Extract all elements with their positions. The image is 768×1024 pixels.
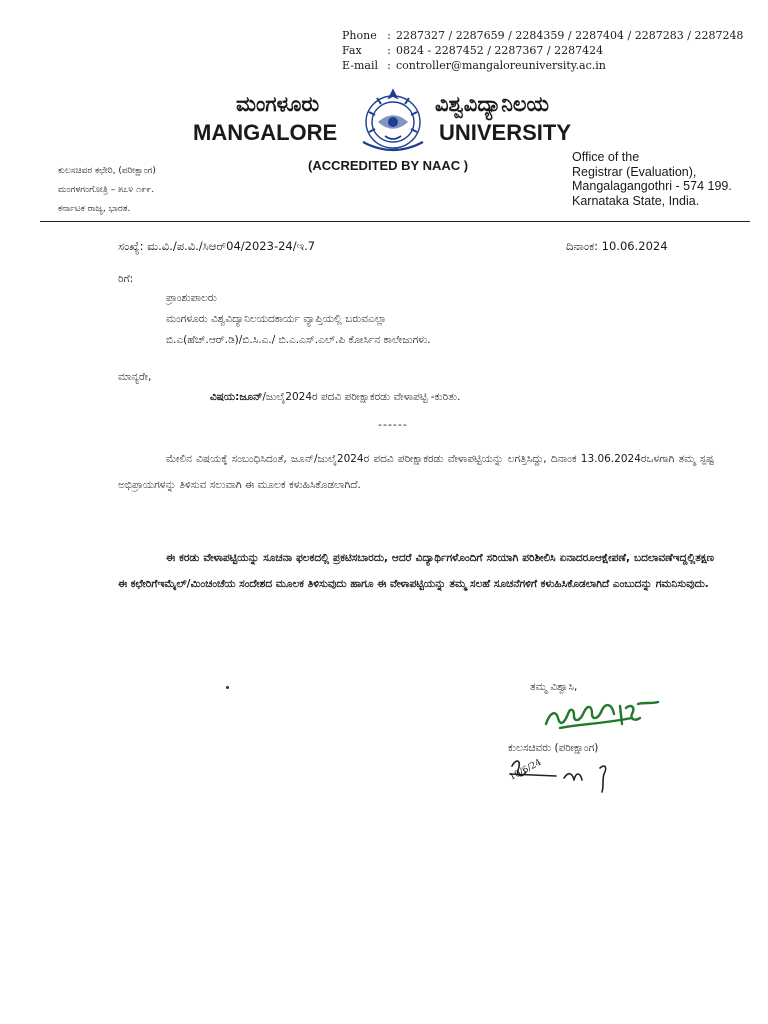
address-line: Office of the (572, 150, 640, 164)
recipient-line: ಪ್ರಾಂಶುಪಾಲರು (166, 292, 217, 304)
university-name-en-left: MANGALORE (193, 120, 338, 145)
initials-date: 10/6/24 (508, 757, 544, 783)
contact-phone: Phone : 2287327 / 2287659 / 2284359 / 2287404 / 2287283 / 2287248 (342, 29, 744, 42)
recipient-line: ಮಂಗಳೂರು ವಿಶ್ವವಿದ್ಯಾನಿಲಯದಕಾರ್ಯ ವ್ಯಾಪ್ತಿಯಲ್ಲಿ ಬರುವಎಲ್ಲಾ (166, 313, 387, 325)
university-name-en-right: UNIVERSITY (439, 120, 572, 145)
address-line: Registrar (Evaluation), (572, 164, 697, 179)
recipient-block (166, 288, 431, 351)
address-english (572, 150, 732, 208)
address-line: Karnataka State, India. (572, 193, 700, 208)
recipient-line: ಬಿ.ಎ(ಹೆಚ್.ಆರ್.ಡಿ)/ಬಿ.ಸಿ.ಎ./ ಬಿ.ಎ.ಎಸ್.ಎಲ್.ಪಿ ಕೋರ್ಸಿನ ಕಾಲೇಜುಗಳು. (166, 334, 431, 346)
contact-label: Fax (342, 44, 362, 57)
to-label: ರಿಗೆ: (118, 273, 134, 285)
signatory-title: ಕುಲಸಚಿವರು (ಪರೀಕ್ಷಾಂಗ) (508, 742, 599, 754)
letterhead-divider (40, 221, 750, 222)
contact-value: 0824 - 2287452 / 2287367 / 2287424 (396, 44, 604, 57)
closing: ತಮ್ಮ ವಿಶ್ವಾಸಿ, (530, 681, 578, 693)
subject-text: /ಜುಲೈ2024ರ ಪದವಿ ಪರೀಕ್ಷಾಕರಡು ವೇಳಾಪಟ್ಟಿ -ಕುರಿತು. (262, 391, 461, 403)
address-line: ಕರ್ನಾಟಕ ರಾಜ್ಯ, ಭಾರತ. (58, 204, 131, 214)
handwritten-initials (506, 752, 616, 796)
university-name-kn-right: ವಿಶ್ವವಿದ್ಯಾನಿಲಯ (435, 92, 550, 116)
address-line: ಕುಲಸಚಿವರ ಕಛೇರಿ, (ಪರೀಕ್ಷಾಂಗ) (58, 166, 156, 176)
subject-line (210, 384, 460, 411)
subject-divider: ------ (378, 418, 408, 431)
naac-accreditation: (ACCREDITED BY NAAC ) (308, 158, 469, 173)
salutation: ಮಾನ್ಯರೇ, (118, 371, 152, 383)
contact-fax: Fax : 0824 - 2287452 / 2287367 / 2287424 (342, 44, 604, 57)
contact-label: Phone (342, 29, 377, 42)
paragraph-1: ಮೇಲಿನ ವಿಷಯಕ್ಕೆ ಸಂಬಂಧಿಸಿದಂತೆ, ಜೂನ್/ಜುಲೈ2024ರ ಪದವಿ ಪರೀಕ್ಷಾಕರಡು ವೇಳಾಪಟ್ಟಿಯನ್ನು ಲಗತ್ತಿಸಿದ್ದು, ದಿನಾಂಕ 13.06.2024ರಒಳಗಾಗಿ ತಮ್ಮ ಸ್ಪಷ್ಟ ಅಭಿಪ್ರಾಯಗಳನ್ನು ತಿಳಿಸುವ ಸಲುವಾಗಿ ಈ ಮೂಲಕ ಕಳುಹಿಸಿಕೊಡಲಾಗಿದೆ. (118, 453, 714, 491)
address-line: Mangalagangothri - 574 199. (572, 179, 732, 193)
contact-value: controller@mangaloreuniversity.ac.in (396, 59, 606, 72)
university-name-kn-left: ಮಂಗಳೂರು (236, 92, 320, 116)
reference-number: ಸಂಖ್ಯೆ: ಮ.ವಿ./ಪ.ವಿ./ಸಿಆರ್04/2023-24/ಇ.7 (118, 239, 316, 253)
contact-value: 2287327 / 2287659 / 2284359 / 2287404 / 2287283 / 2287248 (396, 29, 744, 42)
letter-date: ದಿನಾಂಕ: 10.06.2024 (566, 239, 668, 253)
subject-label: ವಿಷಯ:ಜೂನ್ (210, 391, 263, 403)
contact-label: E-mail (342, 59, 378, 72)
stray-mark (226, 686, 229, 689)
contact-block (342, 28, 743, 73)
signature-image (540, 694, 664, 740)
paragraph-2: ಈ ಕರಡು ವೇಳಾಪಟ್ಟಿಯನ್ನು ಸೂಚನಾ ಫಲಕದಲ್ಲಿ ಪ್ರಕಟಿಸಬಾರದು, ಆದರೆ ವಿದ್ಯಾರ್ಥಿಗಳೊಂದಿಗೆ ಸರಿಯಾಗಿ ಪರಿಶೀಲಿಸಿ ಏನಾದರೂಆಕ್ಷೇಪಣೆ, ಬದಲಾವಣೆಇದ್ದಲ್ಲಿತಕ್ಷಣ ಈ ಕಛೇರಿಗೆಇಮೈಲ್/ಮಿಂಚಂಚೆಯ ಸಂದೇಶದ ಮೂಲಕ ತಿಳಿಸುವುದು ಹಾಗೂ ಈ ವೇಳಾಪಟ್ಟಿಯನ್ನು ತಮ್ಮ ಸಲಹೆ ಸೂಚನೆಗಳಿಗೆ ಕಳುಹಿಸಿಕೊಡಲಾಗಿದೆ ಎಂಬುದನ್ನು ಗಮನಿಸುವುದು. (118, 552, 714, 590)
address-kannada (58, 162, 156, 219)
contact-email: E-mail : controller@mangaloreuniversity.ac.in (342, 59, 606, 72)
university-emblem-logo (355, 84, 431, 156)
address-line: ಮಂಗಳಗಂಗೋತ್ರಿ – ೫೭೪ ೧೯೯. (58, 185, 155, 195)
